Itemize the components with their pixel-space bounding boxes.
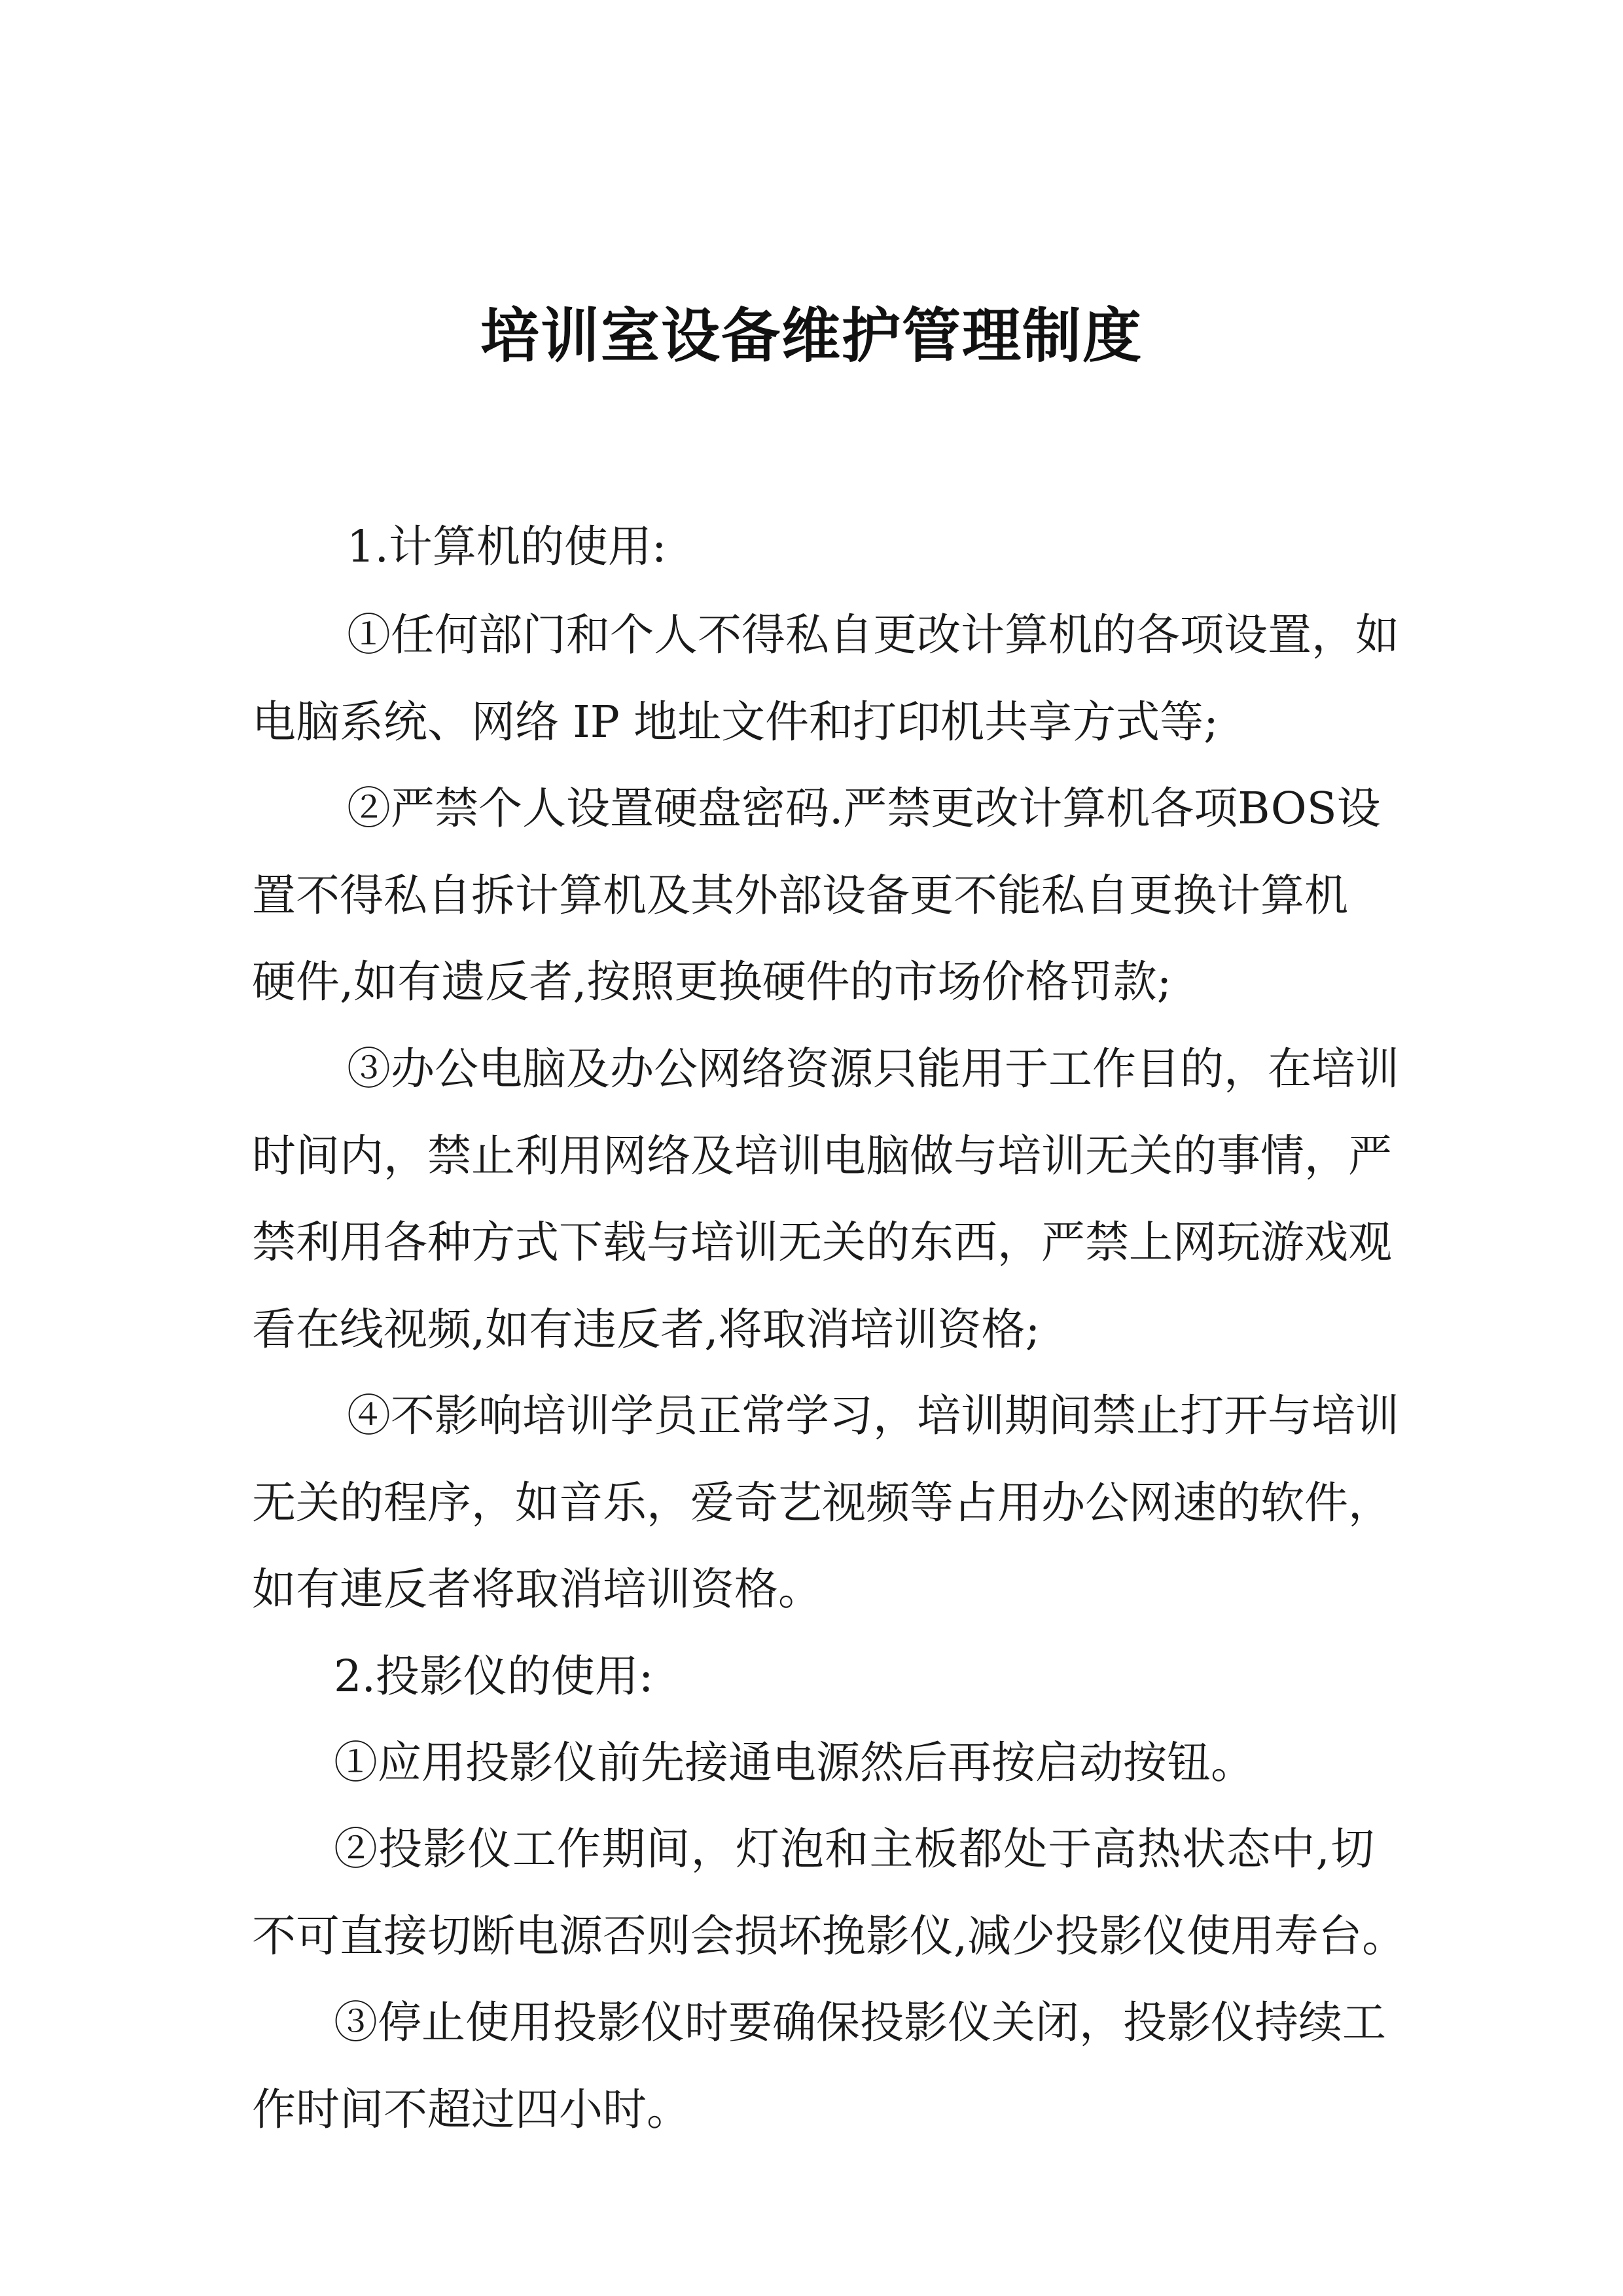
section-heading-projector: 2.投影仪的使用: <box>334 1651 654 1702</box>
paragraph-line: 看在线视频,如有违反者,将取消培训资格; <box>252 1304 1041 1355</box>
document-title: 培训室设备维护管理制度 <box>480 302 1143 370</box>
paragraph-line: 置不得私自拆计算机及其外部设备更不能私自更换计算机 <box>252 870 1348 921</box>
paragraph-line: 不可直接切断电源否则会损坏挽影仪,减少投影仪使用寿台。 <box>252 1910 1406 1962</box>
paragraph-line: ①任何部门和个人不得私自更改计算机的各项设置，如 <box>347 609 1399 660</box>
section-heading-computer: 1.计算机的使用: <box>347 521 667 572</box>
paragraph-line: ④不影响培训学员正常学习，培训期间禁止打开与培训 <box>347 1390 1399 1441</box>
paragraph-line: ②投影仪工作期间，灯泡和主板都处于高热状态中,切 <box>334 1823 1374 1874</box>
paragraph-line: ②严禁个人设置硬盘密码.严禁更改计算机各项BOS设 <box>347 783 1381 834</box>
paragraph-line: 作时间不超过四小时。 <box>252 2084 690 2135</box>
paragraph-line: 时间内，禁止利用网络及培训电脑做与培训无关的事情，严 <box>252 1130 1392 1181</box>
paragraph-line: 电脑系统、网络 IP 地址文件和打印机共享方式等; <box>252 696 1219 747</box>
paragraph-line: 无关的程序，如音乐，爱奇艺视频等占用办公网速的软件， <box>252 1477 1392 1528</box>
paragraph-line: ③办公电脑及办公网络资源只能用于工作目的，在培训 <box>347 1043 1399 1094</box>
paragraph-line: ③停止使用投影仪时要确保投影仪关闭，投影仪持续工 <box>334 1997 1386 2048</box>
paragraph-line: ①应用投影仪前先接通电源然后再按启动按钮。 <box>334 1737 1255 1788</box>
paragraph-line: 禁利用各种方式下载与培训无关的东西，严禁上网玩游戏观 <box>252 1217 1392 1268</box>
paragraph-line: 硬件,如有遗反者,按照更换硬件的市场价格罚款; <box>252 956 1172 1007</box>
paragraph-line: 如有連反者将取消培训资格。 <box>252 1564 822 1615</box>
